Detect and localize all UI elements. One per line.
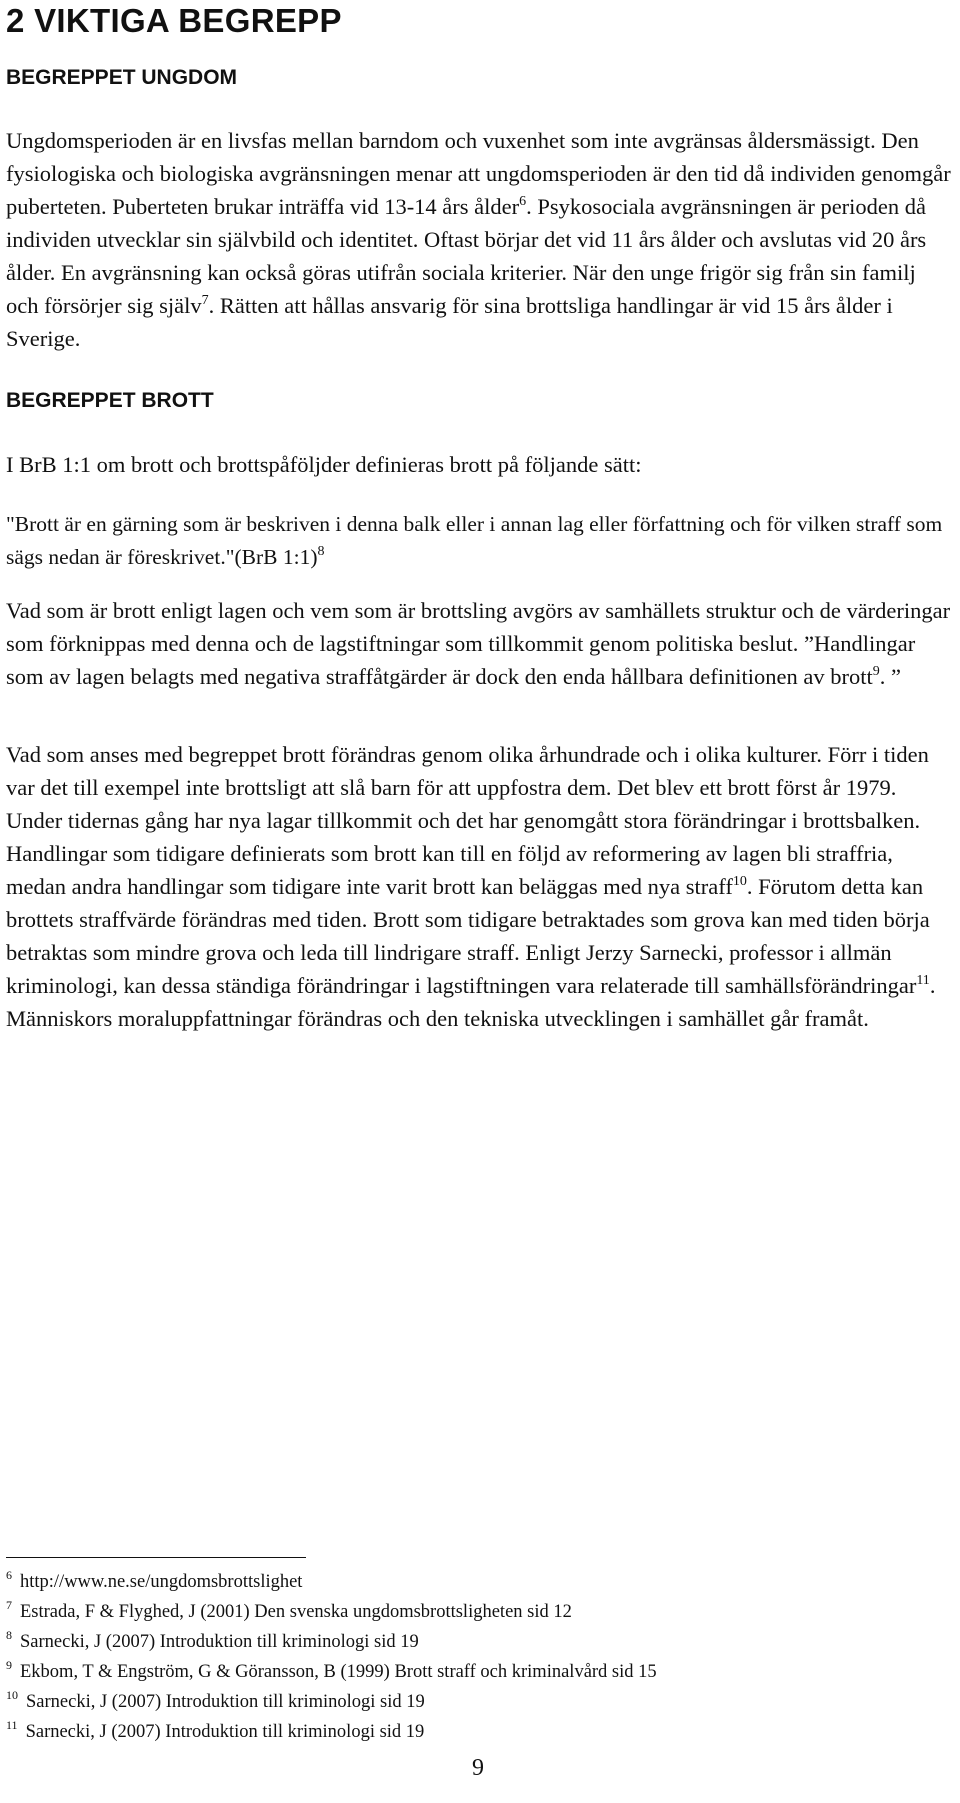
footnote-number: 8 (6, 1628, 12, 1642)
footnote-number: 11 (6, 1718, 18, 1732)
paragraph-text: Ungdomsperioden är en livsfas mellan barndom och vuxenhet som inte avgränsas åldersmässigt. Den fysiologiska och biologiska avgränsningen menar att ungdomsperioden är den tid då individen genomgår puberteten. Puberteten brukar inträffa vid 13-14 års ålder (6, 128, 951, 219)
footnote-text: Sarnecki, J (2007) Introduktion till kriminologi sid 19 (26, 1692, 425, 1712)
footnote-item (6, 1567, 657, 1597)
footnote-list (6, 1567, 657, 1747)
paragraph-brott-quote (6, 508, 952, 574)
page-number: 9 (472, 1755, 484, 1781)
footnote-ref[interactable]: 6 (519, 194, 527, 209)
paragraph-text: Vad som anses med begreppet brott förändras genom olika århundrade och i olika kulturer. Förr i tiden var det till exempel inte brottsligt att slå barn för att uppfostra dem. Det blev ett brott först år 1979. Under tidernas gång har nya lagar tillkommit och det har genomgått stora förändringar i brottsbalken. Handlingar som tidigare definierats som brott kan till en följd av reformering av lagen bli straffria, medan andra handlingar som tidigare inte varit brott kan beläggas med nya straff (6, 742, 929, 899)
footnote-text: Ekbom, T & Engström, G & Göransson, B (1999) Brott straff och kriminalvård sid 15 (20, 1662, 657, 1682)
footnote-ref[interactable]: 11 (916, 973, 930, 988)
footnote-text: Sarnecki, J (2007) Introduktion till kriminologi sid 19 (20, 1632, 419, 1652)
footnote-text: Sarnecki, J (2007) Introduktion till kriminologi sid 19 (25, 1722, 425, 1742)
paragraph-text: Vad som är brott enligt lagen och vem som är brottsling avgörs av samhällets struktur och de värderingar som förknippas med denna och de lagstiftningar som tillkommit genom politiska beslut. ”Handlingar som av lagen belagts med negativa straffåtgärder är dock den enda hållbara definitionen av brott (6, 598, 951, 689)
paragraph-text: . Människors moraluppfattningar förändras och den tekniska utvecklingen i samhället går framåt. (6, 973, 936, 1031)
footnote-item (6, 1657, 657, 1687)
section-heading-ungdom: BEGREPPET UNGDOM (6, 66, 238, 89)
paragraph-text: . Förutom detta kan brottets straffvärde förändras med tiden. Brott som tidigare betraktades som grova kan med tiden börja betraktas som mindre grova och leda till lindrigare straff. Enligt Jerzy Sarnecki, professor i allmän kriminologi, kan dessa ständiga förändringar i lagstiftningen vara relaterade till samhällsförändringar (6, 874, 930, 998)
paragraph-text: . Rätten att hållas ansvarig för sina brottsliga handlingar är vid 15 års ålder i Sverige. (6, 293, 893, 351)
footnote-text: Estrada, F & Flyghed, J (2001) Den svenska ungdomsbrottsligheten sid 12 (20, 1602, 572, 1622)
footnote-item (6, 1717, 657, 1747)
footnote-item (6, 1627, 657, 1657)
footnote-item (6, 1597, 657, 1627)
paragraph-brott-intro: I BrB 1:1 om brott och brottspåföljder definieras brott på följande sätt: (6, 452, 642, 477)
footnote-ref[interactable]: 8 (317, 544, 325, 559)
footnote-divider (6, 1557, 306, 1558)
footnote-number: 6 (6, 1568, 12, 1582)
footnote-item (6, 1687, 657, 1717)
footnote-number: 7 (6, 1598, 12, 1612)
footnote-number: 9 (6, 1658, 12, 1672)
footnote-text[interactable]: http://www.ne.se/ungdomsbrottslighet (20, 1572, 303, 1592)
footnote-ref[interactable]: 9 (872, 664, 880, 679)
section-heading-brott: BEGREPPET BROTT (6, 389, 214, 412)
chapter-title: 2 VIKTIGA BEGREPP (6, 2, 342, 39)
paragraph-brott-definition (6, 594, 952, 693)
paragraph-brott-change (6, 738, 952, 1035)
quote-text: "Brott är en gärning som är beskriven i denna balk eller i annan lag eller författning och för vilken straff som sägs nedan är föreskrivet."(BrB 1:1) (6, 512, 943, 569)
paragraph-text: . ” (879, 664, 901, 689)
footnote-ref[interactable]: 10 (732, 874, 747, 889)
paragraph-text: . Psykosociala avgränsningen är perioden då individen utvecklar sin självbild och identitet. Oftast börjar det vid 11 års ålder och avslutas vid 20 års ålder. En avgränsning kan också göras utifrån sociala kriterier. När den unge frigör sig från sin familj och försörjer sig själv (6, 194, 927, 318)
footnote-number: 10 (6, 1688, 18, 1702)
paragraph-ungdom (6, 124, 952, 355)
footnote-ref[interactable]: 7 (201, 293, 209, 308)
